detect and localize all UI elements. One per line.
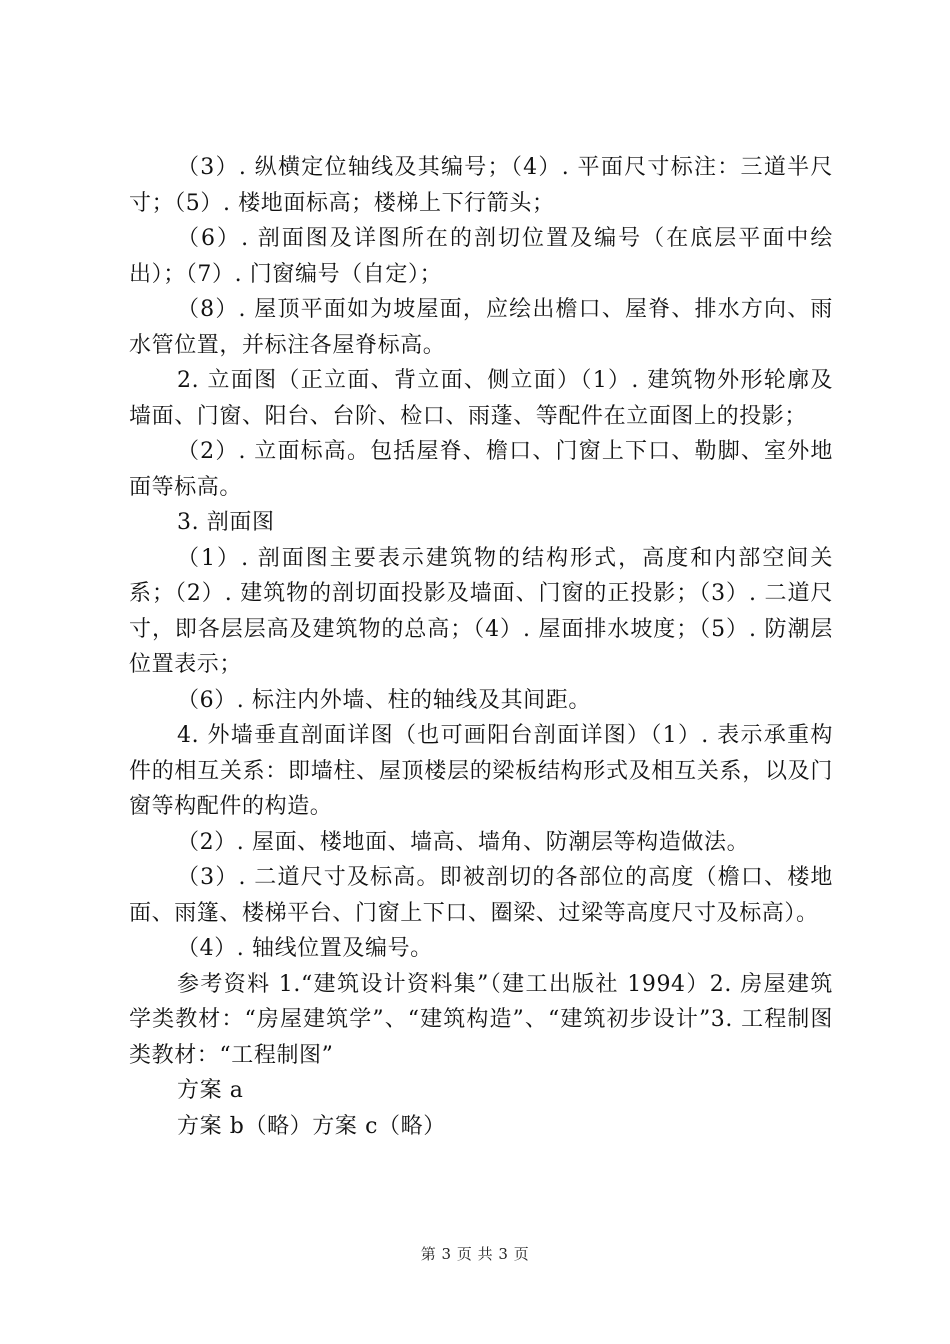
paragraph-wall-detail-item-2: （2）. 屋面、楼地面、墙高、墙角、防潮层等构造做法。: [177, 829, 750, 855]
page-number-footer: 第 3 页 共 3 页: [420, 1245, 530, 1263]
paragraph-wall-detail-heading: 4. 外墙垂直剖面详图（也可画阳台剖面详图）（1）. 表示承重构件的相互关系：即墙柱、屋顶楼层的梁板结构形式及相互关系，以及门窗等构配件的构造。: [129, 723, 833, 819]
paragraph-scheme-b-c: 方案 b（略）方案 c（略）: [177, 1113, 446, 1139]
paragraph-floor-plan-items-6-7: （6）. 剖面图及详图所在的剖切位置及编号（在底层平面中绘出）；（7）. 门窗编号（自定）；: [129, 226, 833, 287]
paragraph-elevation-heading: 2. 立面图（正立面、背立面、侧立面）（1）. 建筑物外形轮廓及墙面、门窗、阳台、台阶、检口、雨蓬、等配件在立面图上的投影；: [129, 368, 833, 429]
paragraph-scheme-a: 方案 a: [177, 1078, 244, 1103]
document-body: [129, 150, 833, 1144]
paragraph-section-heading: 3. 剖面图: [177, 510, 275, 535]
paragraph-section-items-1-5: （1）. 剖面图主要表示建筑物的结构形式，高度和内部空间关系；（2）. 建筑物的剖切面投影及墙面、门窗的正投影；（3）. 二道尺寸，即各层层高及建筑物的总高；（4）. 屋面排水坡度；（5）. 防潮层位置表示；: [129, 545, 833, 677]
paragraph-elevation-item-2: （2）. 立面标高。包括屋脊、檐口、门窗上下口、勒脚、室外地面等标高。: [129, 439, 833, 500]
paragraph-references: 参考资料 1.“建筑设计资料集”（建工出版社 1994）2. 房屋建筑学类教材：“房屋建筑学”、“建筑构造”、“建筑初步设计”3. 工程制图类教材：“工程制图”: [129, 971, 833, 1068]
paragraph-floor-plan-item-8: （8）. 屋顶平面如为坡屋面，应绘出檐口、屋脊、排水方向、雨水管位置，并标注各屋脊标高。: [129, 297, 833, 358]
paragraph-floor-plan-items-3-5: （3）. 纵横定位轴线及其编号；（4）. 平面尺寸标注：三道半尺寸；（5）. 楼地面标高；楼梯上下行箭头；: [129, 155, 833, 216]
paragraph-wall-detail-item-4: （4）. 轴线位置及编号。: [177, 936, 433, 961]
paragraph-wall-detail-item-3: （3）. 二道尺寸及标高。即被剖切的各部位的高度（檐口、楼地面、雨篷、楼梯平台、门窗上下口、圈梁、过梁等高度尺寸及标高）。: [129, 865, 833, 926]
paragraph-section-item-6: （6）. 标注内外墙、柱的轴线及其间距。: [177, 687, 591, 713]
